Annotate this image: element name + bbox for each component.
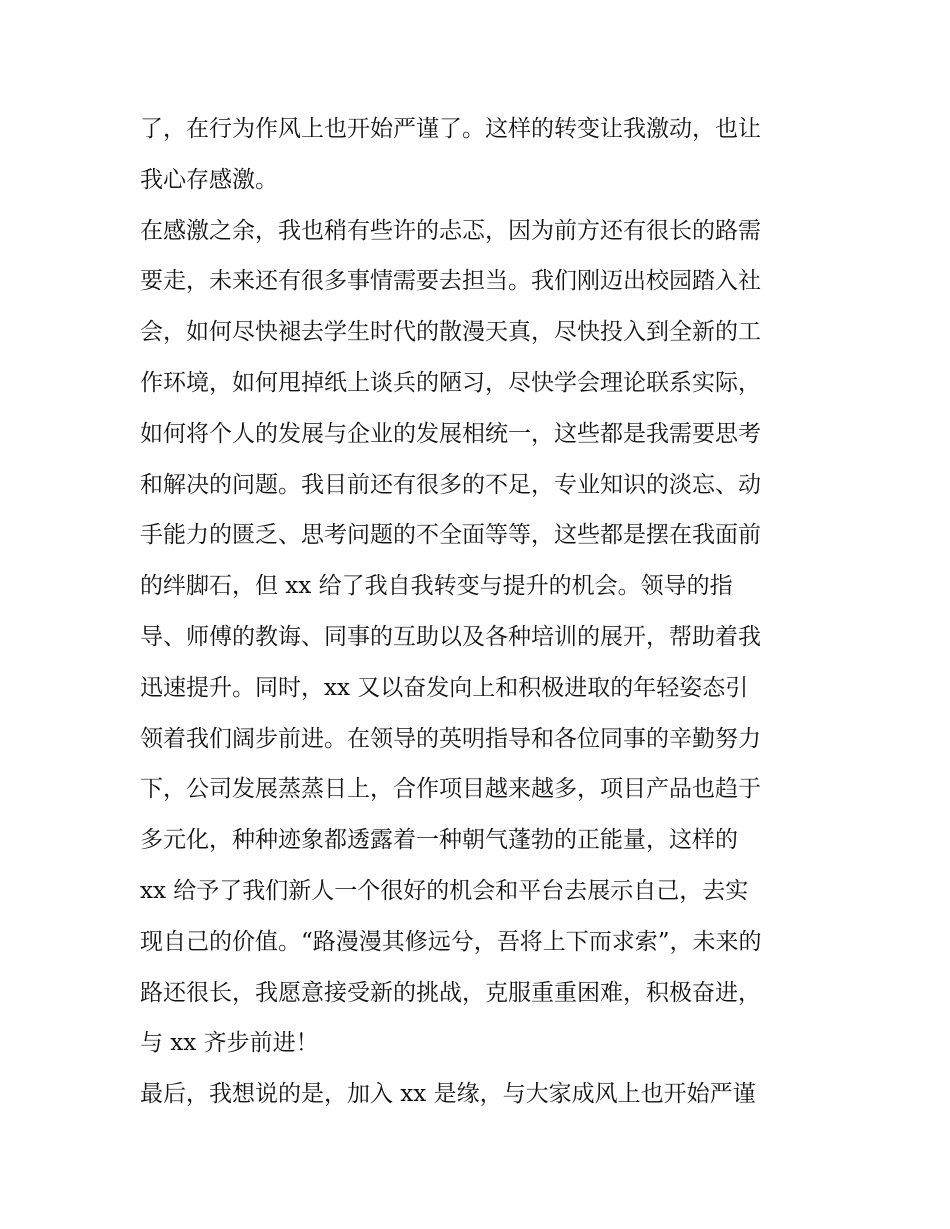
text-line: 了，在行为作风上也开始严谨了。这样的转变让我激动，也让 bbox=[140, 116, 761, 142]
text-line: 与 xx 齐步前进！ bbox=[140, 1030, 319, 1057]
text-line: 在感激之余，我也稍有些许的忐忑，因为前方还有很长的路需 bbox=[140, 217, 761, 244]
text-line: 多元化，种种迹象都透露着一种朝气蓬勃的正能量，这样的 bbox=[140, 827, 738, 854]
text-line: 手能力的匮乏、思考问题的不全面等等，这些都是摆在我面前 bbox=[140, 522, 761, 549]
text-line: 导、师傅的教诲、同事的互助以及各种培训的展开，帮助着我 bbox=[140, 623, 761, 650]
text-line: 我心存感激。 bbox=[140, 166, 278, 193]
text-line: 最后，我想说的是，加入 xx 是缘，与大家成风上也开始严谨 bbox=[140, 1081, 756, 1108]
text-line: 如何将个人的发展与企业的发展相统一，这些都是我需要思考 bbox=[140, 420, 761, 447]
text-line: xx 给予了我们新人一个很好的机会和平台去展示自己，去实 bbox=[140, 877, 749, 904]
text-line: 领着我们阔步前进。在领导的英明指导和各位同事的辛勤努力 bbox=[140, 725, 761, 752]
text-line: 会，如何尽快褪去学生时代的散漫天真，尽快投入到全新的工 bbox=[140, 319, 761, 346]
text-line: 作环境，如何甩掉纸上谈兵的陋习，尽快学会理论联系实际， bbox=[140, 369, 761, 396]
text-line: 的绊脚石，但 xx 给了我自我转变与提升的机会。领导的指 bbox=[140, 573, 733, 600]
text-line: 和解决的问题。我目前还有很多的不足，专业知识的淡忘、动 bbox=[140, 471, 761, 498]
text-line: 路还很长，我愿意接受新的挑战，克服重重困难，积极奋进， bbox=[140, 979, 761, 1006]
text-line: 迅速提升。同时，xx 又以奋发向上和积极进取的年轻姿态引 bbox=[140, 674, 749, 701]
text-line: 下，公司发展蒸蒸日上，合作项目越来越多，项目产品也趋于 bbox=[140, 776, 761, 803]
body-text bbox=[140, 104, 820, 1120]
text-line: 现自己的价值。“路漫漫其修远兮，吾将上下而求索”，未来的 bbox=[140, 928, 762, 955]
text-line: 要走，未来还有很多事情需要去担当。我们刚迈出校园踏入社 bbox=[140, 268, 761, 295]
